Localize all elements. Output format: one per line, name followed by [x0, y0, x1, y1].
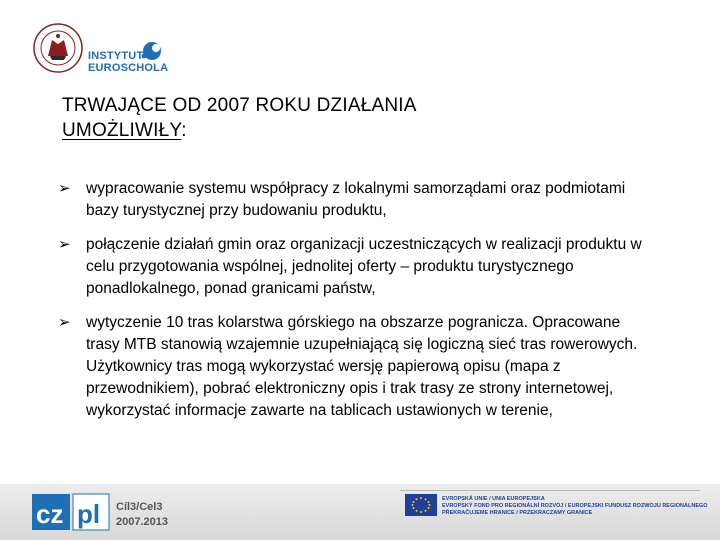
bullet-text: wypracowanie systemu współpracy z lokalnymi samorządami oraz podmiotami bazy turystycznej przy budowaniu produktu,	[86, 180, 626, 219]
euroschola-label: EUROSCHOLA	[88, 62, 169, 74]
arrow-bullet-icon: ➢	[58, 314, 71, 331]
arrow-bullet-icon: ➢	[58, 236, 71, 253]
eu-flag-icon	[405, 494, 437, 516]
university-seal-logo	[32, 22, 84, 74]
title-line-2-underlined: UMOŻLIWIŁY	[62, 120, 182, 141]
list-item	[56, 312, 656, 422]
eu-funding-text	[442, 496, 712, 517]
logo-pl-text: pl	[77, 499, 101, 529]
cz-pl-programme-logo	[32, 492, 192, 532]
logo-cz-text: cz	[36, 499, 64, 529]
logo-years-text: 2007.2013	[116, 516, 168, 528]
eu-line-2: EVROPSKÝ FOND PRO REGIONÁLNÍ ROZVOJ / EUROPEJSKI FUNDUSZ ROZWOJU REGIONALNEGO	[442, 503, 708, 509]
slide-title	[62, 93, 602, 143]
arrow-bullet-icon: ➢	[58, 180, 71, 197]
list-item	[56, 234, 656, 300]
bullet-list	[56, 178, 656, 434]
institut-euroschola-logo	[88, 40, 198, 80]
bullet-text: wytyczenie 10 tras kolarstwa górskiego na obszarze pogranicza. Opracowane trasy MTB stanowią wzajemnie uzupełniającą się logiczną sieć tras rowerowych. Użytkownicy tras mogą wykorzystać wersję papierową opisu (mapa z przewodnikiem), pobrać elektroniczny opis i trak trasy ze strony internetowej, wykorzystać informacje zawarte na tablicach ustawionych w terenie,	[86, 314, 638, 419]
eu-line-3: PŘEKRAČUJEME HRANICE / PRZEKRACZAMY GRANICE	[442, 510, 593, 516]
title-line-1: TRWAJĄCE OD 2007 ROKU DZIAŁANIA	[62, 95, 417, 116]
title-line-2	[62, 118, 602, 143]
eu-line-1: EVROPSKÁ UNIE / UNIA EUROPEJSKA	[442, 496, 545, 502]
footer-divider	[400, 490, 700, 491]
footer-band	[0, 484, 720, 540]
logo-cil-text: Cíl3/Cel3	[116, 501, 163, 513]
list-item	[56, 178, 656, 222]
title-line-2-colon: :	[181, 120, 187, 141]
bullet-text: połączenie działań gmin oraz organizacji uczestniczących w realizacji produktu w celu przygotowania wspólnej, jednolitej oferty – produktu turystycznego ponadlokalnego, ponad granicami państw,	[86, 236, 642, 297]
institut-label: INSTYTUT	[88, 50, 144, 62]
